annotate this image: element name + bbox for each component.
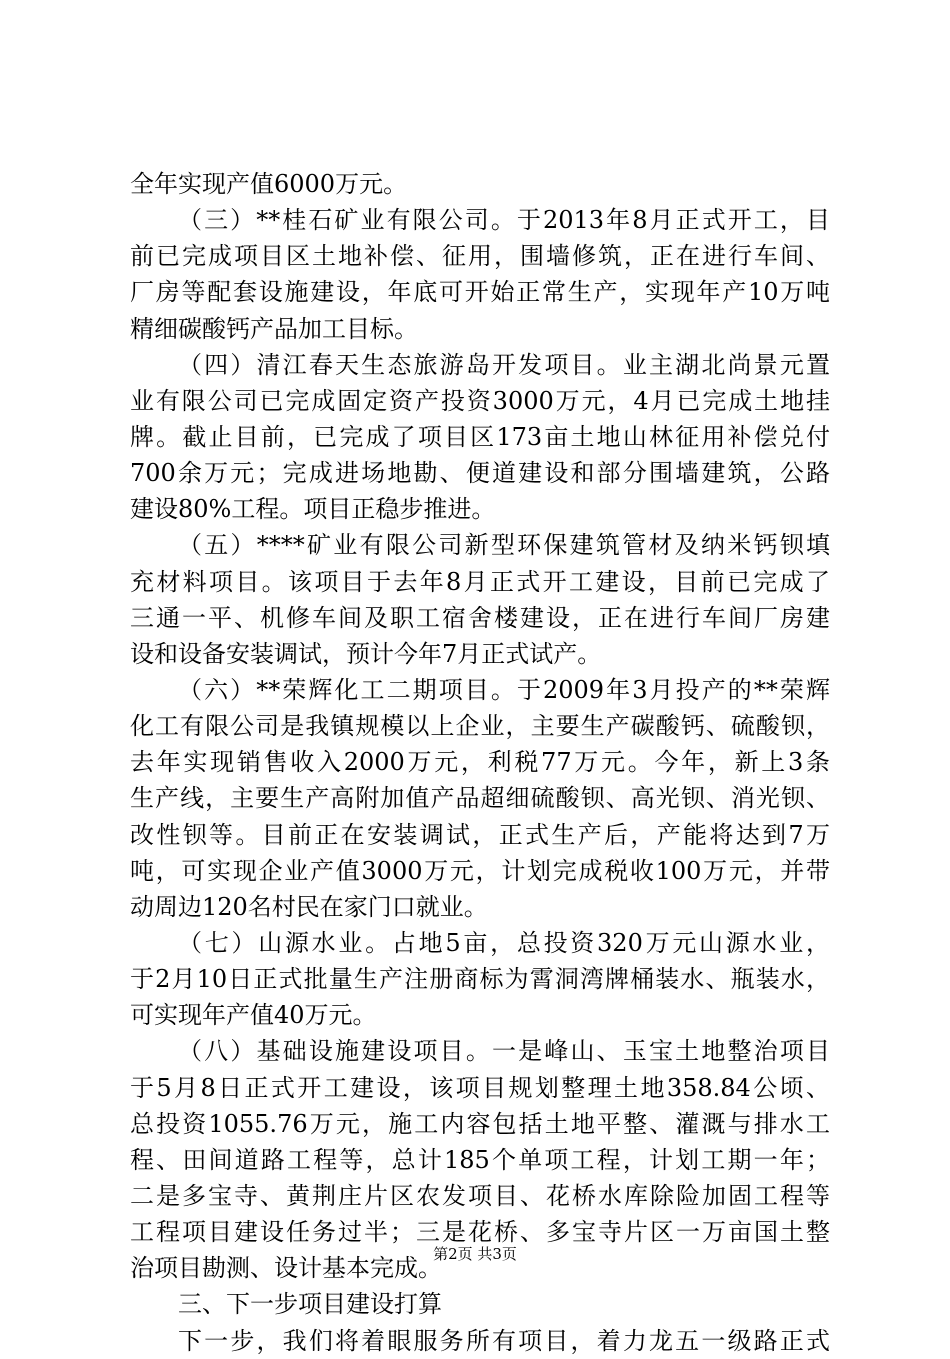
text-line: 充材料项目。该项目于去年8月正式开工建设，目前已完成了 (130, 567, 830, 596)
text-line: 治项目勘测、设计基本完成。 (130, 1254, 442, 1283)
text-line: 总投资1055.76万元，施工内容包括土地平整、灌溉与排水工 (130, 1109, 830, 1138)
text-line: 700余万元；完成进场地勘、便道建设和部分围墙建筑，公路 (130, 459, 830, 488)
text-line: 二是多宝寺、黄荆庄片区农发项目、花桥水库除险加固工程等 (130, 1181, 830, 1210)
text-line: 建设80%工程。项目正稳步推进。 (130, 495, 496, 524)
text-line: 三通一平、机修车间及职工宿舍楼建设，正在进行车间厂房建 (130, 603, 830, 632)
text-line: 动周边120名村民在家门口就业。 (130, 892, 488, 921)
text-line: 设和设备安装调试，预计今年7月正式试产。 (130, 639, 602, 668)
text-line: （三）**桂石矿业有限公司。于2013年8月正式开工，目 (178, 206, 830, 235)
text-line: 化工有限公司是我镇规模以上企业，主要生产碳酸钙、硫酸钡， (130, 712, 830, 741)
text-line: 吨，可实现企业产值3000万元，计划完成税收100万元，并带 (130, 856, 830, 885)
text-line: 精细碳酸钙产品加工目标。 (130, 314, 418, 343)
text-line: （六）**荣辉化工二期项目。于2009年3月投产的**荣辉 (178, 675, 830, 704)
text-line: 于5月8日正式开工建设，该项目规划整理土地358.84公顷、 (130, 1073, 830, 1102)
text-line: （五）****矿业有限公司新型环保建筑管材及纳米钙钡填 (178, 531, 830, 560)
page-footer: 第2页 共3页 (433, 1245, 517, 1263)
text-line: 于2月10日正式批量生产注册商标为霄洞湾牌桶装水、瓶装水， (130, 965, 830, 994)
text-line: 三、下一步项目建设打算 (178, 1290, 442, 1319)
text-line: 程、田间道路工程等，总计185个单项工程，计划工期一年； (130, 1145, 830, 1174)
text-line: 前已完成项目区土地补偿、征用，围墙修筑，正在进行车间、 (130, 242, 830, 271)
text-line: （八）基础设施建设项目。一是峰山、玉宝土地整治项目 (178, 1037, 830, 1066)
text-line: （四）清江春天生态旅游岛开发项目。业主湖北尚景元置 (178, 350, 830, 379)
text-line: 下一步，我们将着眼服务所有项目，着力龙五一级路正式 (178, 1326, 830, 1355)
text-line: 可实现年产值40万元。 (130, 1001, 377, 1030)
text-line: 全年实现产值6000万元。 (130, 170, 408, 198)
text-line: 厂房等配套设施建设，年底可开始正常生产，实现年产10万吨 (130, 278, 830, 307)
text-line: 去年实现销售收入2000万元，利税77万元。今年，新上3条 (130, 748, 830, 777)
text-line: 业有限公司已完成固定资产投资3000万元，4月已完成土地挂 (130, 386, 830, 415)
text-line: （七）山源水业。占地5亩，总投资320万元山源水业， (178, 928, 830, 957)
text-line: 生产线，主要生产高附加值产品超细硫酸钡、高光钡、消光钡、 (130, 784, 830, 813)
text-line: 牌。截止目前，已完成了项目区173亩土地山林征用补偿兑付 (130, 422, 830, 451)
document-body (130, 166, 830, 1359)
text-line: 改性钡等。目前正在安装调试，正式生产后，产能将达到7万 (130, 820, 830, 849)
text-line: 工程项目建设任务过半；三是花桥、多宝寺片区一万亩国土整 (130, 1218, 830, 1247)
